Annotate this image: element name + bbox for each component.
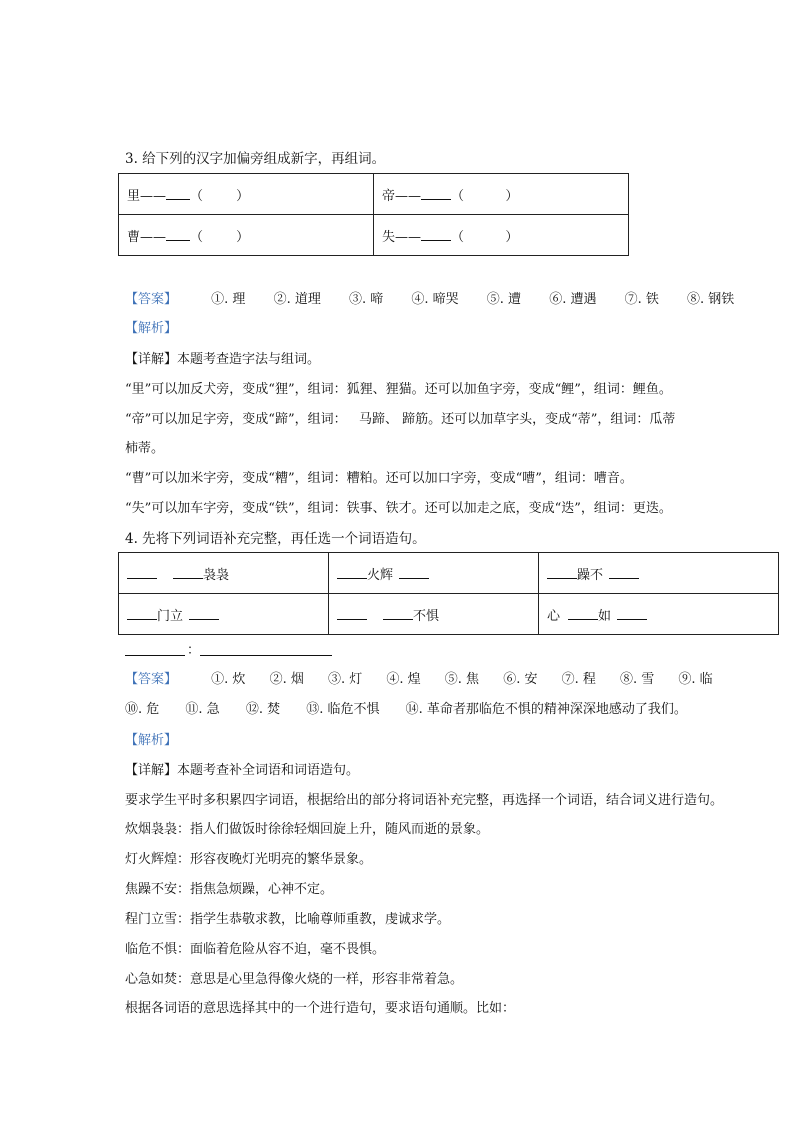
- q3-explain-line: “里”可以加反犬旁，变成“狸”，组词：狐狸、狸猫。还可以加鱼字旁，变成“鲤”，组词：鲤鱼。: [125, 382, 672, 397]
- answer-item: ⑩. 危: [125, 702, 160, 717]
- q4-word-part: 火辉: [367, 567, 394, 583]
- answer-item: ①. 炊: [211, 672, 246, 687]
- detail-text: 本题考查造字法与组词。: [177, 352, 321, 367]
- fill-blank[interactable]: [127, 566, 157, 579]
- q3-char: 里——: [127, 188, 167, 204]
- q4-word-part: 不惧: [413, 608, 440, 624]
- fill-blank[interactable]: [166, 187, 190, 200]
- fill-blank[interactable]: [127, 607, 157, 620]
- answer-item: ⑬. 临危不惧: [306, 702, 380, 717]
- q4-cell: [329, 553, 539, 594]
- answer-tag: 【答案】: [125, 292, 178, 307]
- fill-blank[interactable]: [399, 566, 429, 579]
- q3-title: 3. 给下列的汉字加偏旁组成新字，再组词。: [125, 151, 386, 167]
- fill-blank[interactable]: [166, 228, 190, 241]
- q4-cell: [119, 553, 329, 594]
- q4-explain-line: 灯火辉煌：形容夜晚灯光明亮的繁华景象。: [125, 852, 373, 867]
- q3-cell: [374, 174, 629, 215]
- fill-blank[interactable]: [568, 607, 598, 620]
- q4-word-part: 如: [598, 608, 612, 624]
- fill-blank[interactable]: [173, 566, 203, 579]
- q3-paren: （ ）: [190, 188, 250, 204]
- fill-blank[interactable]: [383, 607, 413, 620]
- q4-title: 4. 先将下列词语补充完整，再任选一个词语造句。: [125, 531, 426, 547]
- q3-explain-line: 柿蒂。: [125, 441, 165, 456]
- q4-cell: [539, 553, 779, 594]
- fill-blank[interactable]: [337, 607, 367, 620]
- q4-explain-line: 临危不惧：面临着危险从容不迫，毫不畏惧。: [125, 942, 386, 957]
- q4-table: [118, 552, 779, 635]
- q4-explain-line: 心急如焚：意思是心里急得像火烧的一样，形容非常着急。: [125, 972, 464, 987]
- q3-char: 失——: [382, 229, 422, 245]
- q3-char: 帝——: [382, 188, 422, 204]
- q3-analysis-tag: 【解析】: [125, 321, 178, 336]
- answer-item: ⑪. 急: [185, 702, 220, 717]
- q4-detail: [125, 762, 359, 780]
- answer-item: ⑭. 革命者那临危不惧的精神深深地感动了我们。: [405, 702, 687, 717]
- q3-answer-row: [125, 291, 738, 309]
- q3-table: [118, 173, 629, 256]
- q4-explain-line: 炊烟袅袅：指人们做饭时徐徐轻烟回旋上升，随风而逝的景象。: [125, 822, 490, 837]
- answer-item: ⑦. 铁: [624, 292, 659, 307]
- answer-item: ⑨. 临: [678, 672, 713, 687]
- q3-cell: [374, 215, 629, 256]
- answer-item: ③. 灯: [327, 672, 363, 687]
- answer-item: ⑧. 雪: [620, 672, 655, 687]
- detail-label: 【详解】: [125, 763, 178, 778]
- fill-blank[interactable]: [547, 566, 577, 579]
- answer-item: ④. 煌: [386, 672, 421, 687]
- fill-blank[interactable]: [609, 566, 639, 579]
- answer-tag: 【答案】: [125, 672, 178, 687]
- answer-item: ⑤. 焦: [444, 672, 480, 687]
- fill-blank[interactable]: [421, 228, 451, 241]
- q3-paren: （ ）: [190, 229, 250, 245]
- q3-paren: （ ）: [451, 188, 519, 204]
- sentence-word-blank[interactable]: [125, 655, 185, 656]
- q4-word-part: 心: [547, 608, 561, 624]
- detail-text: 本题考查补全词语和词语造句。: [177, 763, 360, 778]
- fill-blank[interactable]: [617, 607, 647, 620]
- q3-char: 曹——: [127, 229, 167, 245]
- detail-label: 【详解】: [125, 352, 178, 367]
- answer-item: ⑥. 安: [503, 672, 538, 687]
- q4-explain-line: 根据各词语的意思选择其中的一个进行造句，要求语句通顺。比如：: [125, 1001, 516, 1016]
- q3-explain-line: “曹”可以加米字旁，变成“糟”，组词：糟粕。还可以加口字旁，变成“嘈”，组词：嘈音。: [125, 471, 633, 486]
- q4-cell: [539, 594, 779, 635]
- answer-item: ①. 理: [211, 292, 246, 307]
- answer-item: ③. 啼: [348, 292, 384, 307]
- q4-explain-line: 程门立雪：指学生恭敬求教，比喻尊师重教，虔诚求学。: [125, 912, 451, 927]
- answer-item: ⑤. 遭: [486, 292, 522, 307]
- fill-blank[interactable]: [337, 566, 367, 579]
- fill-blank[interactable]: [421, 187, 451, 200]
- q4-analysis-tag: 【解析】: [125, 733, 178, 748]
- q3-cell: [119, 215, 374, 256]
- answer-item: ⑥. 遭遇: [549, 292, 597, 307]
- answer-item: ⑧. 钢铁: [687, 292, 735, 307]
- q4-explain-line: 焦躁不安：指焦急烦躁，心神不定。: [125, 882, 334, 897]
- q4-word-part: 门立: [157, 608, 184, 624]
- q3-paren: （ ）: [451, 229, 519, 245]
- q4-word-part: 躁不: [577, 567, 604, 583]
- q4-answer-row: [125, 701, 738, 719]
- answer-item: ②. 烟: [269, 672, 304, 687]
- q4-cell: [119, 594, 329, 635]
- sentence-blank[interactable]: [200, 655, 332, 656]
- answer-item: ⑦. 程: [561, 672, 596, 687]
- q3-detail: [125, 351, 320, 369]
- q4-cell: [329, 594, 539, 635]
- answer-item: ④. 啼哭: [411, 292, 459, 307]
- sentence-colon: ：: [187, 643, 201, 658]
- answer-item: ②. 道理: [273, 292, 321, 307]
- answer-item: ⑫. 焚: [245, 702, 281, 717]
- fill-blank[interactable]: [189, 607, 219, 620]
- q3-cell: [119, 174, 374, 215]
- q4-explain-line: 要求学生平时多积累四字词语，根据给出的部分将词语补充完整，再选择一个词语，结合词义进行造句。: [125, 793, 724, 808]
- q3-explain-line: “帝”可以加足字旁，变成“蹄”，组词： 马蹄、 蹄筋。还可以加草字头，变成“蒂”，组词：瓜蒂: [125, 412, 676, 427]
- q4-answer-row: [125, 671, 738, 689]
- q3-explain-line: “失”可以加车字旁，变成“铁”，组词：铁事、铁才。还可以加走之底，变成“迭”，组词：更迭。: [125, 501, 672, 516]
- q4-word-part: 袅袅: [203, 567, 230, 583]
